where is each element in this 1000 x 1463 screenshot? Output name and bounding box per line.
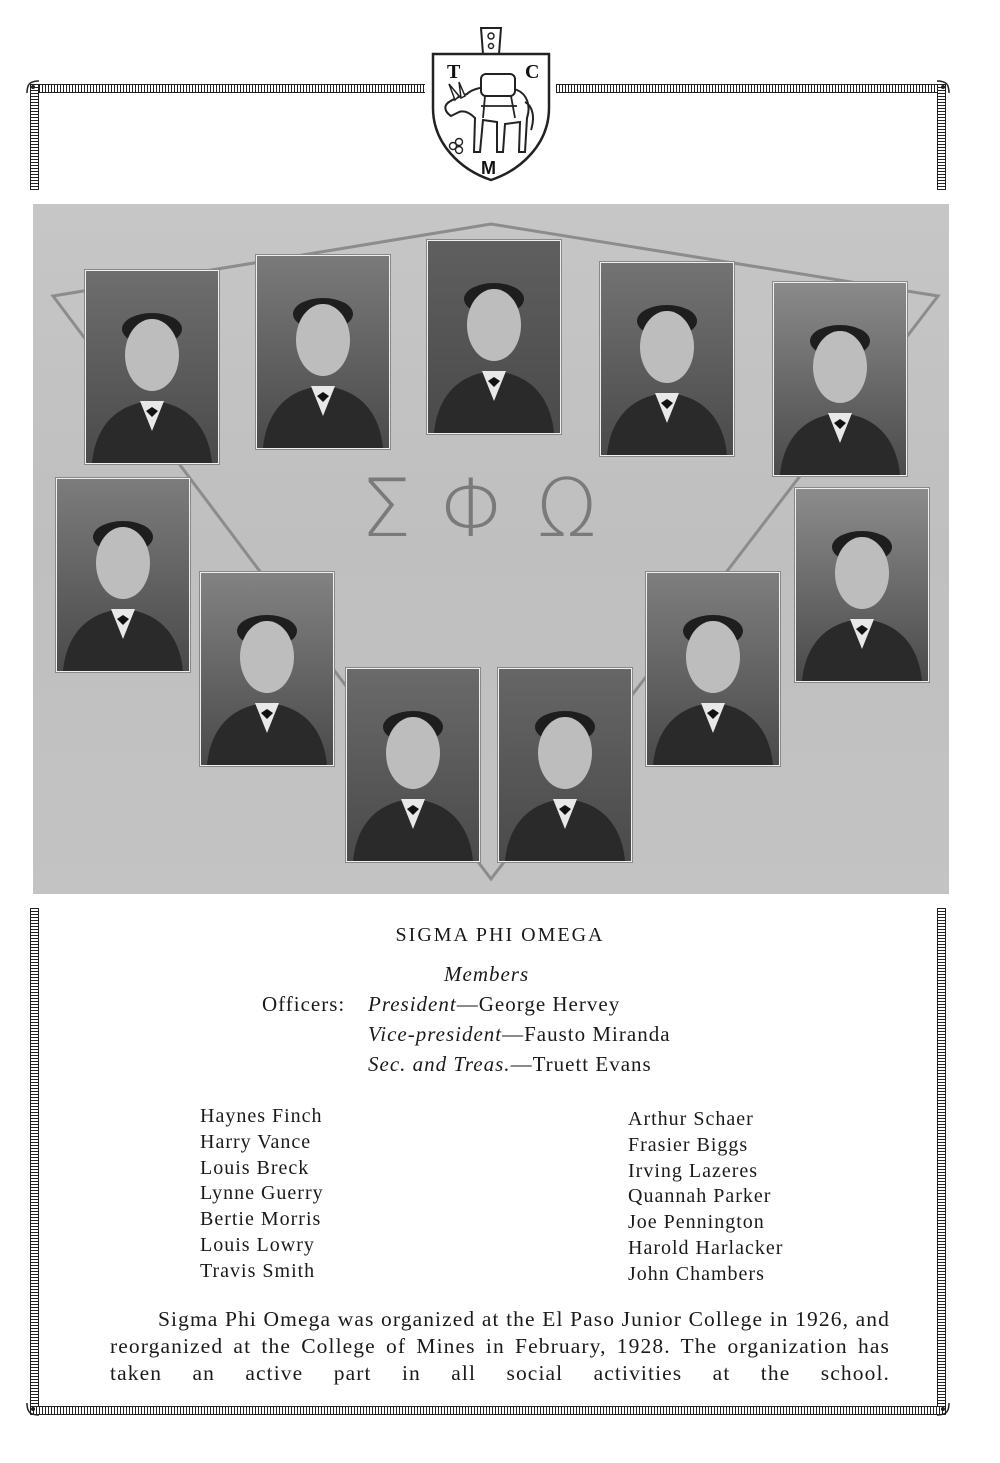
officers-label: Officers:: [262, 992, 346, 1016]
person-silhouette-icon: [774, 283, 906, 475]
list-item: Travis Smith: [200, 1259, 316, 1282]
list-item: Bertie Morris: [200, 1208, 322, 1231]
person-silhouette-icon: [257, 256, 389, 448]
portrait-photo: [427, 240, 561, 434]
top-border-left: [30, 84, 425, 93]
person-silhouette-icon: [647, 573, 779, 765]
emblem-letter-m: M: [481, 158, 496, 178]
portrait-photo: [646, 572, 780, 766]
officer-name: —Fausto Miranda: [502, 1022, 671, 1046]
officer-role: Vice-president: [368, 1022, 503, 1046]
left-border-upper: [30, 84, 39, 190]
face: [813, 331, 867, 403]
portrait-photo: [773, 282, 907, 476]
portrait-photo: [498, 668, 632, 862]
officer-row: [368, 1022, 671, 1047]
list-item: Frasier Biggs: [628, 1133, 749, 1156]
officer-role: Sec. and Treas.: [368, 1052, 511, 1076]
face: [240, 621, 294, 693]
list-item: Harold Harlacker: [628, 1236, 784, 1259]
portrait-photo: [256, 255, 390, 449]
left-border-lower: [30, 908, 39, 1413]
list-item: Louis Breck: [200, 1156, 310, 1179]
face: [640, 311, 694, 383]
top-border-right: [556, 84, 946, 93]
officer-row: [368, 1052, 652, 1077]
list-item: Haynes Finch: [200, 1105, 323, 1127]
portrait-photo: [346, 668, 480, 862]
corner-ornament-icon: [934, 78, 952, 96]
list-item: Louis Lowry: [200, 1233, 315, 1256]
face: [467, 289, 521, 361]
portrait-photo: [200, 572, 334, 766]
portrait-photo: [795, 488, 929, 682]
face: [96, 527, 150, 599]
corner-ornament-icon: [24, 1400, 42, 1418]
corner-ornament-icon: [934, 1400, 952, 1418]
list-item: Joe Pennington: [628, 1211, 765, 1234]
description-paragraph: Sigma Phi Omega was organized at the El Paso Junior College in 1926, and reorganized at the College of Mines in February, 1928. The organization has taken an active part in all social activities at the school.: [110, 1307, 890, 1385]
page-title: SIGMA PHI OMEGA: [395, 924, 605, 946]
officer-name: —Truett Evans: [510, 1052, 652, 1076]
list-item: Harry Vance: [200, 1130, 312, 1153]
portrait-photo: [85, 270, 219, 464]
portrait-photo: [56, 478, 190, 672]
pack-mule-shield-icon: [425, 22, 557, 184]
person-silhouette-icon: [86, 271, 218, 463]
group-photo-plate: [33, 204, 949, 894]
greek-letters-sigma-phi-omega: ΣΦΩ: [360, 462, 626, 555]
face: [835, 537, 889, 609]
face: [296, 304, 350, 376]
officer-row: [368, 992, 620, 1017]
corner-ornament-icon: [24, 78, 42, 96]
right-border-lower: [937, 908, 946, 1413]
face: [386, 717, 440, 789]
person-silhouette-icon: [428, 241, 560, 433]
person-silhouette-icon: [499, 669, 631, 861]
person-silhouette-icon: [57, 479, 189, 671]
list-item: Arthur Schaer: [628, 1108, 754, 1130]
list-item: Lynne Guerry: [200, 1182, 324, 1205]
face: [686, 621, 740, 693]
bottom-border: [30, 1406, 946, 1415]
members-label: Members: [444, 962, 530, 986]
list-item: Irving Lazeres: [628, 1159, 759, 1182]
list-item: Quannah Parker: [628, 1185, 772, 1208]
face: [125, 319, 179, 391]
person-silhouette-icon: [796, 489, 928, 681]
person-silhouette-icon: [601, 263, 733, 455]
person-silhouette-icon: [347, 669, 479, 861]
officer-name: —George Hervey: [456, 992, 621, 1016]
portrait-photo: [600, 262, 734, 456]
person-silhouette-icon: [201, 573, 333, 765]
members-list-left: [200, 1104, 324, 1285]
officer-role: President: [368, 992, 457, 1016]
right-border-upper: [937, 84, 946, 190]
emblem-letter-c: C: [525, 61, 540, 83]
face: [538, 717, 592, 789]
list-item: John Chambers: [628, 1262, 765, 1285]
members-list-right: [628, 1107, 783, 1288]
emblem-letter-t: T: [447, 61, 461, 83]
